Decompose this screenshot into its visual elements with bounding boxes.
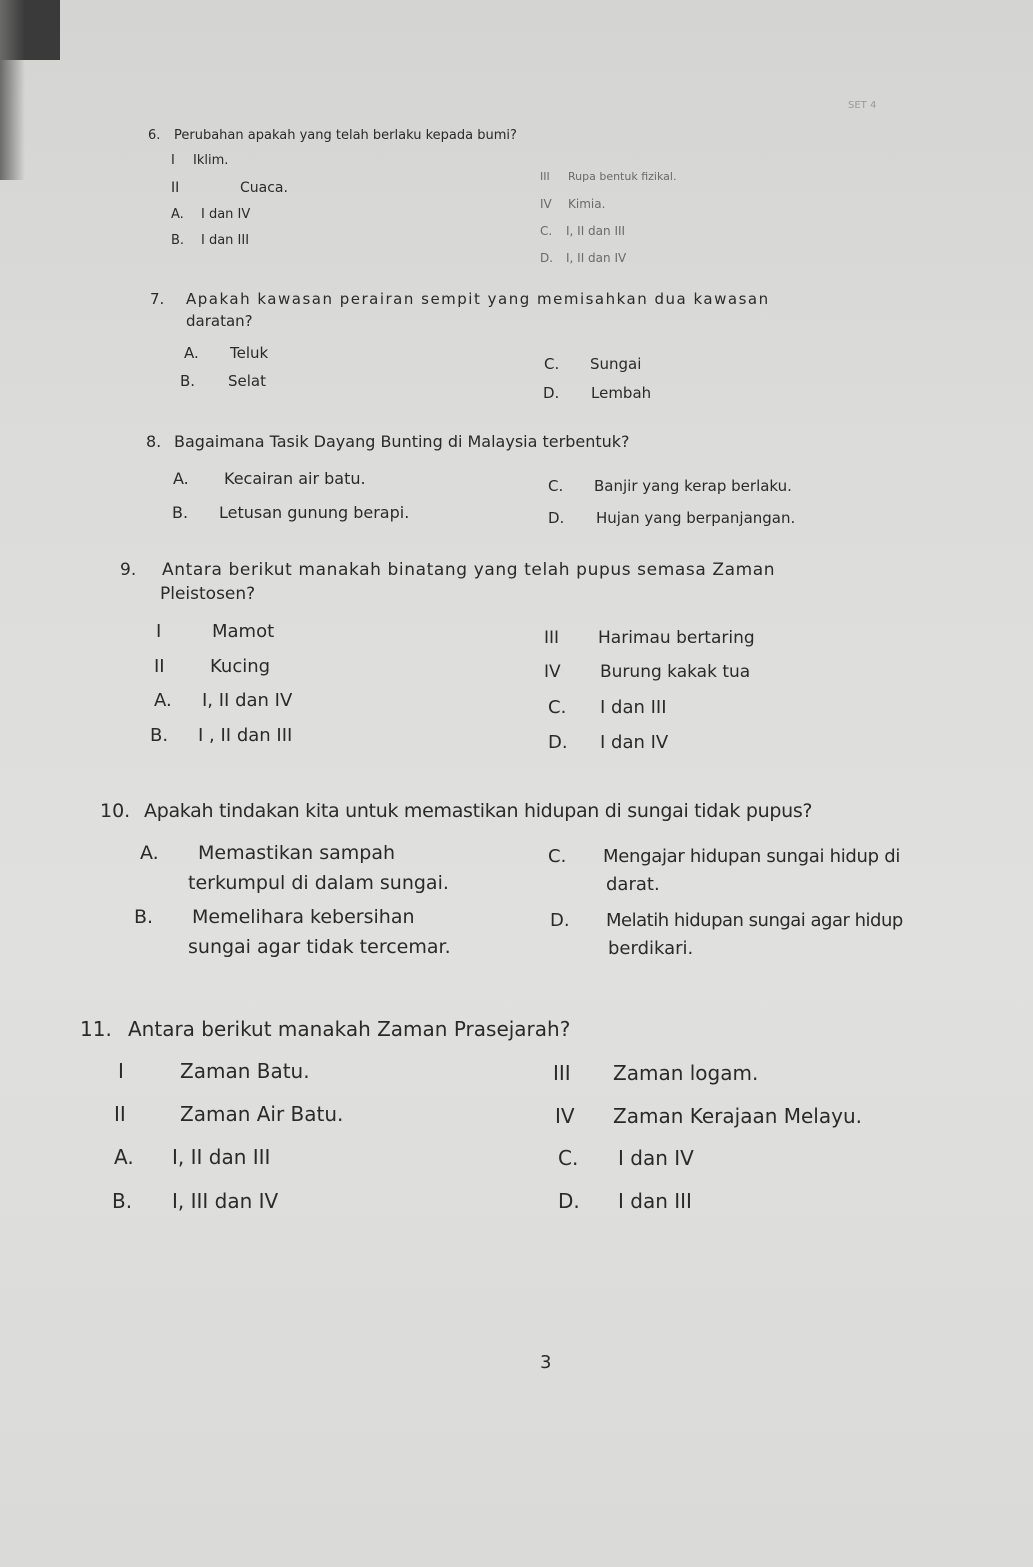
option-b[interactable]: B. Selat xyxy=(180,372,266,390)
question-text-cont: Pleistosen? xyxy=(160,584,256,604)
option-c[interactable]: C. Mengajar hidupan sungai hidup di darat. xyxy=(548,846,901,895)
statement: III Harimau bertaring xyxy=(544,628,755,648)
option-a[interactable]: A. I dan IV xyxy=(171,207,251,222)
option-a[interactable]: A. Teluk xyxy=(184,344,269,362)
statement: IV Zaman Kerajaan Melayu. xyxy=(555,1104,862,1128)
option-d[interactable]: D. I, II dan IV xyxy=(540,251,627,265)
option-d[interactable]: D. I dan IV xyxy=(548,732,669,753)
question-text: Perubahan apakah yang telah berlaku kepada bumi? xyxy=(174,128,517,143)
question-number: 9. xyxy=(120,560,137,580)
option-a[interactable]: A. I, II dan III xyxy=(114,1145,271,1169)
option-c[interactable]: C. I dan IV xyxy=(558,1146,694,1170)
option-c[interactable]: C. Banjir yang kerap berlaku. xyxy=(548,477,792,495)
question-text: Bagaimana Tasik Dayang Bunting di Malaysia terbentuk? xyxy=(174,432,630,451)
option-b[interactable]: B. I dan III xyxy=(171,233,250,248)
option-d[interactable]: D. Melatih hidupan sungai agar hidup berdikari. xyxy=(550,910,903,959)
question-text: Antara berikut manakah Zaman Prasejarah? xyxy=(128,1017,571,1041)
option-d[interactable]: D. Hujan yang berpanjangan. xyxy=(548,509,796,527)
option-c[interactable]: C. Sungai xyxy=(544,355,642,373)
page-number: 3 xyxy=(540,1352,552,1373)
question-number: 10. xyxy=(100,800,131,822)
question-number: 6. xyxy=(148,128,161,143)
edge-shadow xyxy=(0,0,25,180)
question-text: Antara berikut manakah binatang yang telah pupus semasa Zaman xyxy=(162,560,776,580)
statement: III Zaman logam. xyxy=(553,1061,759,1085)
question-number: 8. xyxy=(146,432,162,451)
option-d[interactable]: D. I dan III xyxy=(558,1189,692,1213)
option-b[interactable]: B. Memelihara kebersihan sungai agar tidak tercemar. xyxy=(134,906,451,958)
option-b[interactable]: B. I , II dan III xyxy=(150,725,293,746)
statement: I Iklim. xyxy=(171,153,229,168)
option-c[interactable]: C. I, II dan III xyxy=(540,224,626,238)
option-a[interactable]: A. I, II dan IV xyxy=(154,690,293,711)
statement: II Cuaca. xyxy=(171,180,288,196)
question-text-cont: daratan? xyxy=(186,312,253,330)
option-c[interactable]: C. I dan III xyxy=(548,697,667,718)
option-a[interactable]: A. Kecairan air batu. xyxy=(173,469,366,488)
statement: IV Kimia. xyxy=(540,197,606,211)
statement: I Mamot xyxy=(156,621,275,642)
statement: IV Burung kakak tua xyxy=(544,662,751,682)
question-text: Apakah kawasan perairan sempit yang memisahkan dua kawasan xyxy=(186,290,770,308)
statement: III Rupa bentuk fizikal. xyxy=(540,170,677,183)
statement: II Zaman Air Batu. xyxy=(114,1102,344,1126)
question-number: 11. xyxy=(80,1017,112,1041)
set-label: SET 4 xyxy=(848,100,877,111)
option-d[interactable]: D. Lembah xyxy=(543,384,652,402)
option-b[interactable]: B. I, III dan IV xyxy=(112,1189,279,1213)
option-a[interactable]: A. Memastikan sampah terkumpul di dalam sungai. xyxy=(140,842,449,894)
question-number: 7. xyxy=(150,290,165,308)
statement: I Zaman Batu. xyxy=(118,1059,310,1083)
question-text: Apakah tindakan kita untuk memastikan hidupan di sungai tidak pupus? xyxy=(144,800,813,822)
option-b[interactable]: B. Letusan gunung berapi. xyxy=(172,503,410,522)
statement: II Kucing xyxy=(154,656,271,677)
